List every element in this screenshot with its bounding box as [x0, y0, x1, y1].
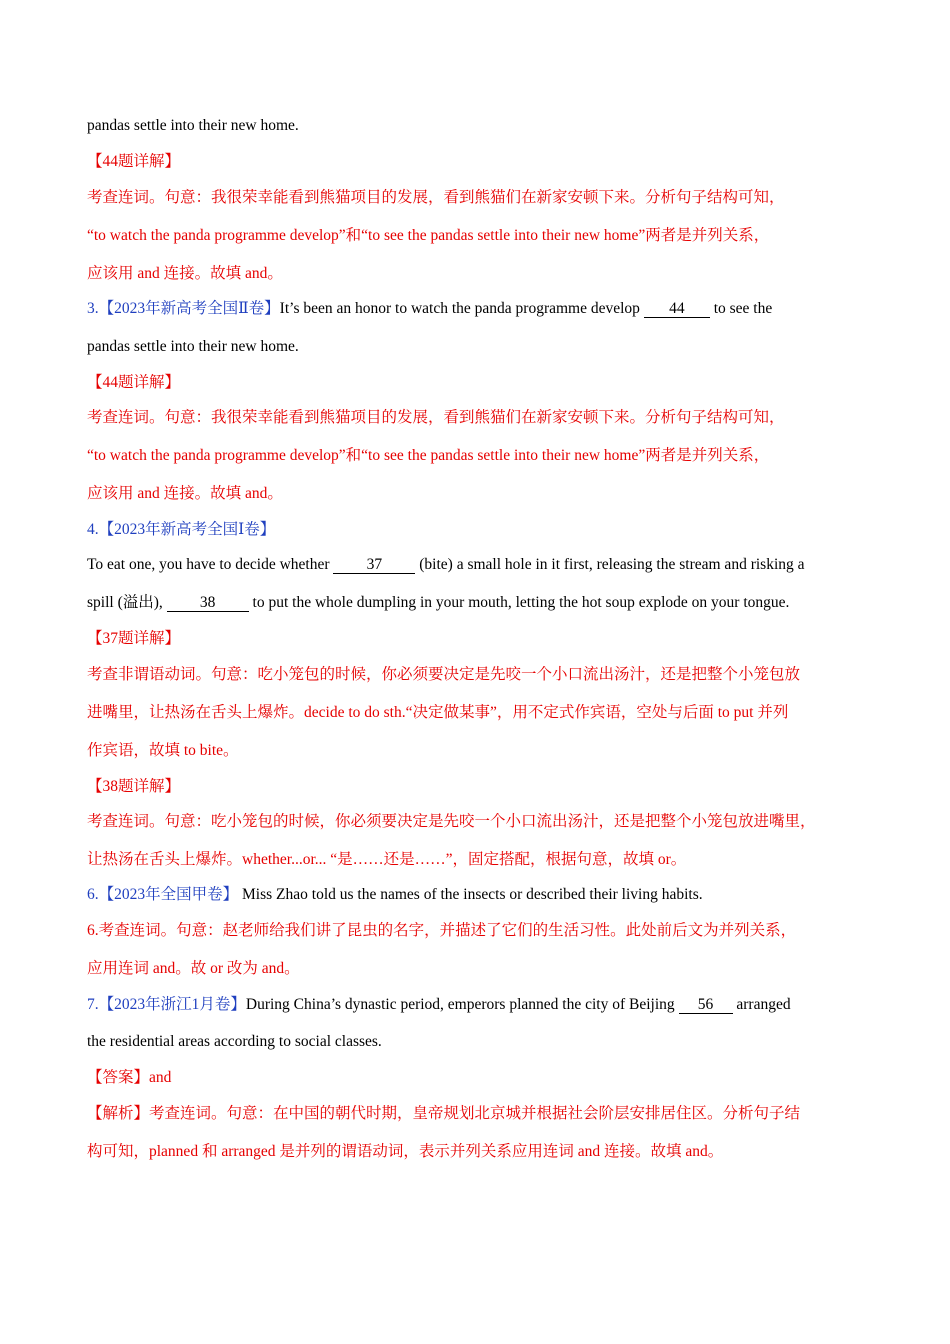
answer-label: 【答案】 [87, 1069, 150, 1086]
question-text: to put the whole dumpling in your mouth, letting the hot soup explode on your tongue. [248, 594, 790, 611]
question-source: 【2023年浙江1月卷】 [98, 996, 246, 1013]
question-text-line [87, 555, 867, 575]
analysis-line [87, 1104, 867, 1124]
question-source: 【2023年新高考全国Ⅰ卷】 [98, 521, 276, 538]
explanation-line: 应该用 and 连接。故填 and。 [87, 485, 283, 502]
answer-blank: 38 [167, 594, 249, 612]
answer-blank: 44 [644, 300, 710, 318]
explanation-line: 考查连词。句意：吃小笼包的时候，你必须要决定是先咬一个小口流出汤汁，还是把整个小笼包放进嘴里， [87, 813, 816, 830]
question-text: Miss Zhao told us the names of the insects or described their living habits. [238, 886, 703, 903]
paragraph-line: pandas settle into their new home. [87, 338, 299, 355]
paragraph-line: the residential areas according to social classes. [87, 1033, 382, 1050]
question-text: spill (溢出), [87, 594, 167, 611]
answer-line [87, 1068, 867, 1088]
explanation-line: 6.考查连词。句意：赵老师给我们讲了昆虫的名字，并描述了它们的生活习性。此处前后文为并列关系， [87, 922, 797, 939]
question-source: 【2023年新高考全国Ⅱ卷】 [98, 300, 280, 317]
section-heading: 【37题详解】 [87, 630, 181, 647]
explanation-line: 考查连词。句意：我很荣幸能看到熊猫项目的发展，看到熊猫们在新家安顿下来。分析句子结构可知， [87, 409, 785, 426]
answer-blank: 56 [679, 996, 733, 1014]
question-text: to see the [709, 300, 773, 317]
analysis-text: 考查连词。句意：在中国的朝代时期，皇帝规划北京城并根据社会阶层安排居住区。分析句子结 [149, 1105, 801, 1122]
explanation-line: 让热汤在舌头上爆炸。whether...or... “是……还是……”，固定搭配，根据句意，故填 or。 [87, 851, 687, 868]
explanation-line: 构可知，planned 和 arranged 是并列的谓语动词，表示并列关系应用连词 and 连接。故填 and。 [87, 1143, 724, 1160]
question-text-line [87, 593, 867, 613]
question-text: During China’s dynastic period, emperors planned the city of Beijing [245, 996, 679, 1013]
explanation-line: 考查非谓语动词。句意：吃小笼包的时候，你必须要决定是先咬一个小口流出汤汁，还是把整个小笼包放 [87, 666, 801, 683]
question-7 [87, 995, 867, 1015]
explanation-line: 作宾语，故填 to bite。 [87, 742, 239, 759]
answer-blank: 37 [333, 556, 415, 574]
explanation-line: “to watch the panda programme develop”和“to see the pandas settle into their new home”两者是并列关系， [87, 447, 770, 464]
explanation-line: “to watch the panda programme develop”和“to see the pandas settle into their new home”两者是并列关系， [87, 227, 770, 244]
section-heading: 【44题详解】 [87, 153, 181, 170]
question-3 [87, 299, 867, 319]
question-number: 3. [87, 300, 99, 317]
analysis-label: 【解析】 [87, 1105, 150, 1122]
question-6 [87, 885, 867, 905]
question-4 [87, 520, 867, 540]
question-text: It’s been an honor to watch the panda programme develop [279, 300, 644, 317]
question-text: To eat one, you have to decide whether [87, 556, 334, 573]
question-text: arranged [732, 996, 791, 1013]
answer-value: and [149, 1069, 172, 1086]
explanation-line: 考查连词。句意：我很荣幸能看到熊猫项目的发展，看到熊猫们在新家安顿下来。分析句子结构可知， [87, 189, 785, 206]
section-heading: 【44题详解】 [87, 374, 181, 391]
question-number: 4. [87, 521, 99, 538]
explanation-line: 应该用 and 连接。故填 and。 [87, 265, 283, 282]
question-number: 6. [87, 886, 99, 903]
explanation-line: 进嘴里，让热汤在舌头上爆炸。decide to do sth.“决定做某事”，用不定式作宾语，空处与后面 to put 并列 [87, 704, 789, 721]
question-text: (bite) a small hole in it first, releasing the stream and risking a [415, 556, 805, 573]
question-number: 7. [87, 996, 99, 1013]
explanation-line: 应用连词 and。故 or 改为 and。 [87, 960, 300, 977]
question-source: 【2023年全国甲卷】 [98, 886, 239, 903]
section-heading: 【38题详解】 [87, 778, 181, 795]
paragraph-line: pandas settle into their new home. [87, 117, 299, 134]
